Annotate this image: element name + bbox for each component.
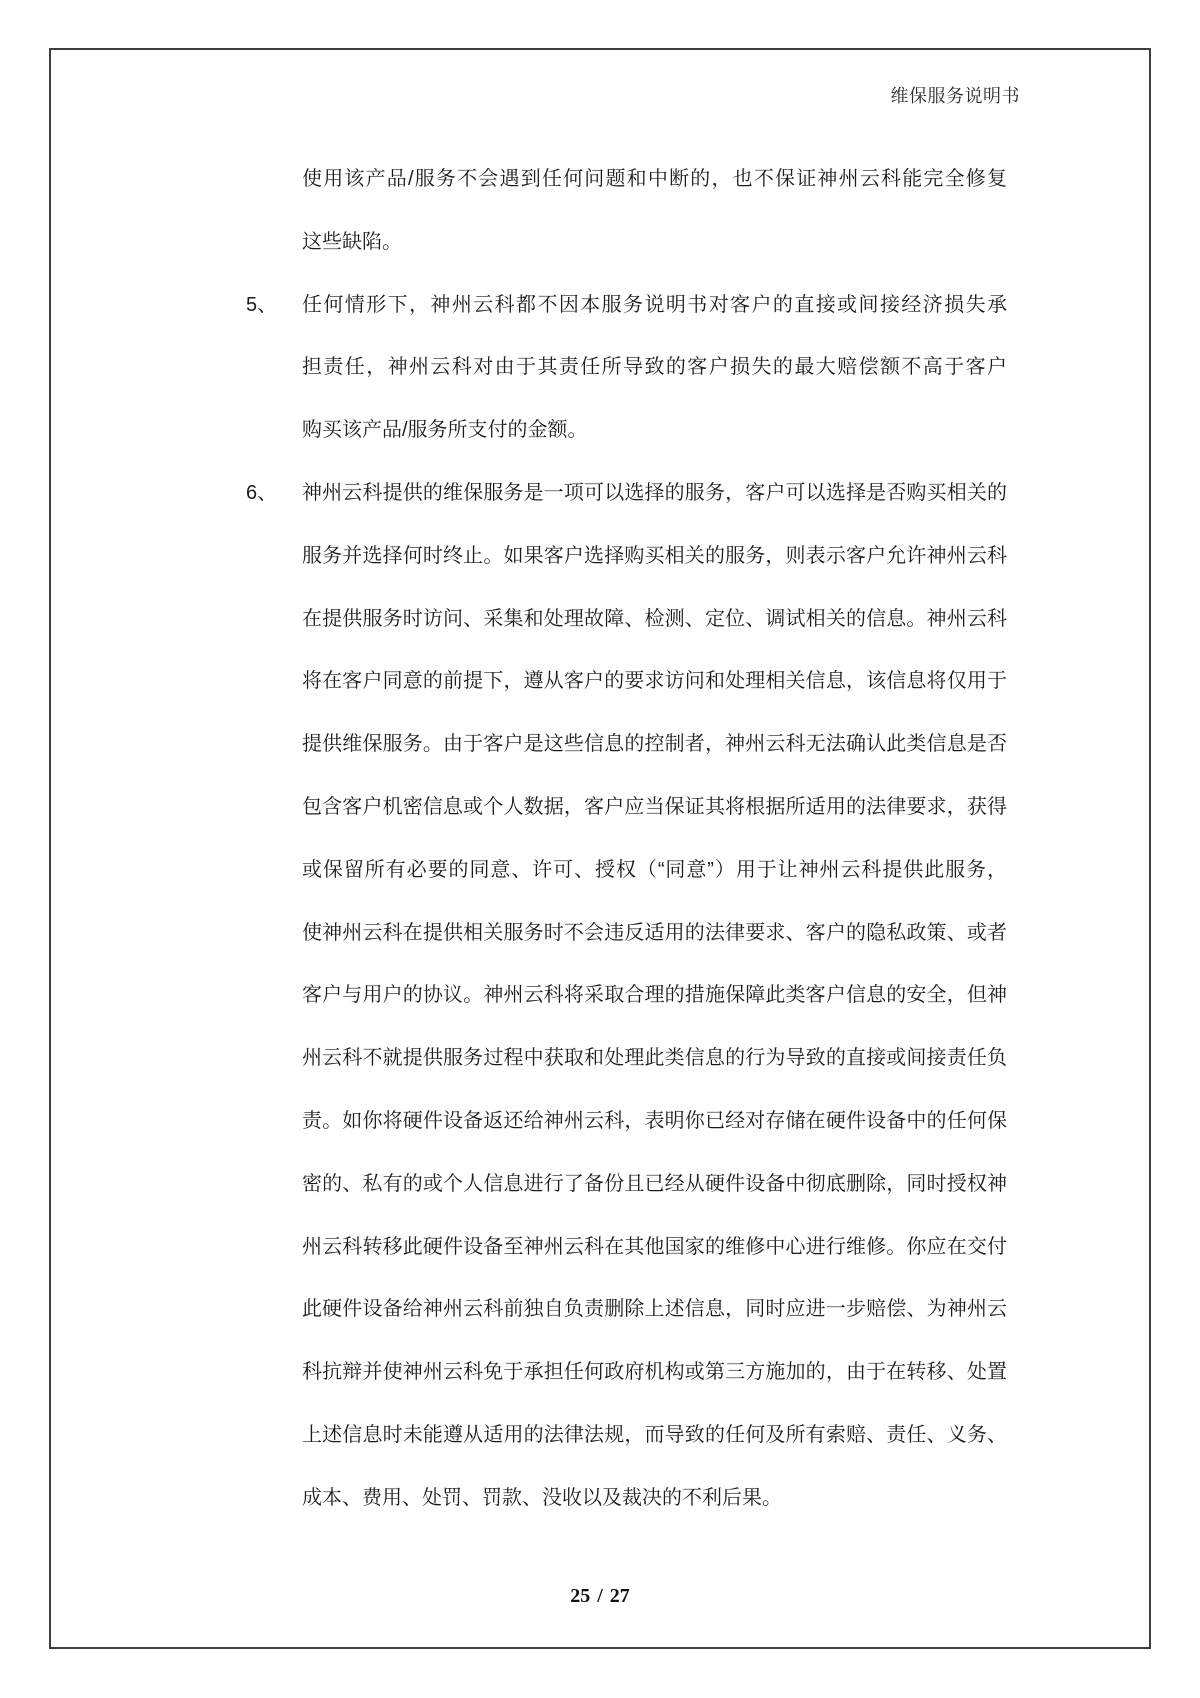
text-line: 州云科转移此硬件设备至神州云科在其他国家的维修中心进行维修。你应在交付 [302, 1235, 1007, 1258]
text-line: 此硬件设备给神州云科前独自负责删除上述信息，同时应进一步赔偿、为神州云 [302, 1298, 1007, 1321]
text-line: 使神州云科在提供相关服务时不会违反适用的法律要求、客户的隐私政策、或者 [302, 921, 1007, 944]
document-body [246, 148, 1007, 1530]
text-line: 6、 神州云科提供的维保服务是一项可以选择的服务，客户可以选择是否购买相关的 [302, 462, 1007, 525]
text-line: 责。如你将硬件设备返还给神州云科，表明你已经对存储在硬件设备中的任何保 [302, 1109, 1007, 1132]
page-number-current: 25 [570, 1585, 591, 1607]
page-footer [0, 1584, 1200, 1608]
page-number-separator: / [597, 1585, 603, 1607]
text-line: 将在客户同意的前提下，遵从客户的要求访问和处理相关信息，该信息将仅用于 [302, 670, 1007, 693]
text-line: 包含客户机密信息或个人数据，客户应当保证其将根据所适用的法律要求，获得 [302, 795, 1007, 818]
paragraph-continuation [302, 148, 1007, 274]
list-item-number: 5、 [246, 293, 278, 316]
text-line: 密的、私有的或个人信息进行了备份且已经从硬件设备中彻底删除，同时授权神 [302, 1172, 1007, 1195]
list-item-5 [246, 274, 1007, 462]
text-line: 5、 任何情形下，神州云科都不因本服务说明书对客户的直接或间接经济损失承 [302, 274, 1007, 337]
text-line: 使用该产品/服务不会遇到任何问题和中断的，也不保证神州云科能完全修复 [302, 168, 1007, 190]
text-line: 科抗辩并使神州云科免于承担任何政府机构或第三方施加的，由于在转移、处置 [302, 1361, 1007, 1384]
text-line: 州云科不就提供服务过程中获取和处理此类信息的行为导致的直接或间接责任负 [302, 1047, 1007, 1070]
text-line: 这些缺陷。 [302, 230, 402, 253]
list-item-6 [246, 462, 1007, 1530]
header-title: 维保服务说明书 [890, 86, 1020, 106]
text-line: 提供维保服务。由于客户是这些信息的控制者，神州云科无法确认此类信息是否 [302, 733, 1007, 756]
text-line: 担责任，神州云科对由于其责任所导致的客户损失的最大赔偿额不高于客户 [302, 356, 1007, 379]
page-number-total: 27 [609, 1585, 630, 1607]
text-line: 成本、费用、处罚、罚款、没收以及裁决的不利后果。 [302, 1486, 782, 1509]
text-line: 在提供服务时访问、采集和处理故障、检测、定位、调试相关的信息。神州云科 [302, 607, 1007, 630]
list-item-number: 6、 [246, 481, 278, 504]
text-line: 客户与用户的协议。神州云科将采取合理的措施保障此类客户信息的安全，但神 [302, 984, 1007, 1007]
text-line: 服务并选择何时终止。如果客户选择购买相关的服务，则表示客户允许神州云科 [302, 544, 1007, 567]
text-line: 或保留所有必要的同意、许可、授权（“同意”）用于让神州云科提供此服务， [302, 858, 1007, 881]
text-line: 购买该产品/服务所支付的金额。 [302, 419, 588, 442]
text-line: 上述信息时未能遵从适用的法律法规，而导致的任何及所有索赔、责任、义务、 [302, 1423, 1007, 1446]
